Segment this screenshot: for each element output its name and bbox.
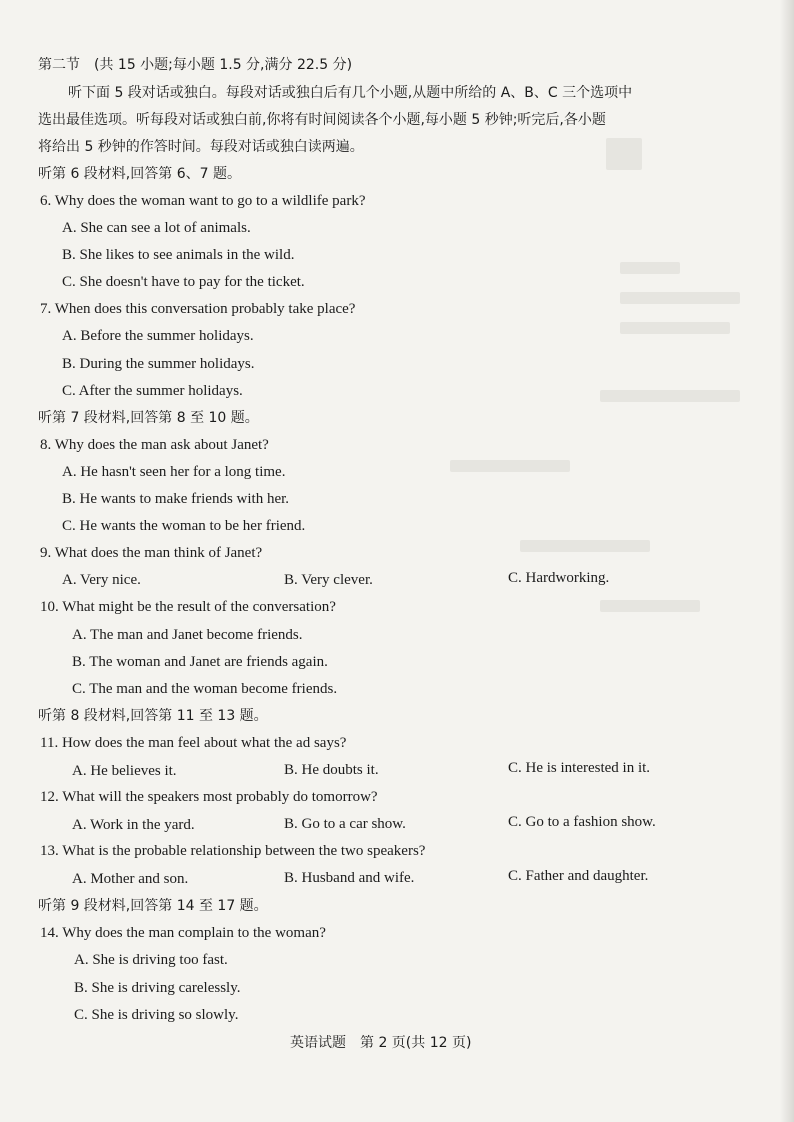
question-13-option-b: B. Husband and wife. [284, 870, 415, 886]
bleed-mark [606, 138, 642, 170]
instructions-line-2: 选出最佳选项。听每段对话或独白前,你将有时间阅读各个小题,每小题 5 秒钟;听完后,各小题 [38, 112, 606, 128]
question-11-option-b: B. He doubts it. [284, 762, 379, 778]
question-12-option-a: A. Work in the yard. [72, 817, 195, 833]
bleed-mark [620, 322, 730, 334]
question-9-option-a: A. Very nice. [62, 572, 141, 588]
question-11-stem: 11. How does the man feel about what the ad says? [40, 735, 347, 751]
question-10-stem: 10. What might be the result of the conversation? [40, 599, 336, 615]
bleed-mark [600, 390, 740, 402]
question-8-stem: 8. Why does the man ask about Janet? [40, 437, 269, 453]
question-8-option-a: A. He hasn't seen her for a long time. [62, 464, 286, 480]
question-14-option-b: B. She is driving carelessly. [74, 980, 241, 996]
question-8-option-b: B. He wants to make friends with her. [62, 491, 290, 507]
question-12-option-b: B. Go to a car show. [284, 816, 406, 832]
bleed-mark [620, 292, 740, 304]
question-6-option-b: B. She likes to see animals in the wild. [62, 247, 295, 263]
question-7-option-b: B. During the summer holidays. [62, 356, 255, 372]
question-7-option-a: A. Before the summer holidays. [62, 328, 254, 344]
question-7-option-c: C. After the summer holidays. [62, 383, 243, 399]
question-9-option-c: C. Hardworking. [508, 570, 610, 586]
question-6-stem: 6. Why does the woman want to go to a wildlife park? [40, 193, 366, 209]
bleed-mark [450, 460, 570, 472]
bleed-mark [620, 262, 680, 274]
question-13-stem: 13. What is the probable relationship between the two speakers? [40, 843, 426, 859]
question-11-option-c: C. He is interested in it. [508, 760, 651, 776]
group-7-heading: 听第 7 段材料,回答第 8 至 10 题。 [38, 410, 259, 426]
question-13-option-c: C. Father and daughter. [508, 868, 649, 884]
instructions-line-1: 听下面 5 段对话或独白。每段对话或独白后有几个小题,从题中所给的 A、B、C 三个选项中 [68, 85, 633, 101]
question-10-option-b: B. The woman and Janet are friends again. [72, 654, 328, 670]
question-9-stem: 9. What does the man think of Janet? [40, 545, 263, 561]
bleed-mark [600, 600, 700, 612]
group-8-heading: 听第 8 段材料,回答第 11 至 13 题。 [38, 708, 268, 724]
instructions-line-3: 将给出 5 秒钟的作答时间。每段对话或独白读两遍。 [38, 139, 364, 155]
group-6-heading: 听第 6 段材料,回答第 6、7 题。 [38, 166, 241, 182]
question-14-option-a: A. She is driving too fast. [74, 952, 228, 968]
question-6-option-a: A. She can see a lot of animals. [62, 220, 251, 236]
question-8-option-c: C. He wants the woman to be her friend. [62, 518, 306, 534]
question-12-stem: 12. What will the speakers most probably do tomorrow? [40, 789, 378, 805]
bleed-mark [520, 540, 650, 552]
question-10-option-a: A. The man and Janet become friends. [72, 627, 303, 643]
question-9-option-b: B. Very clever. [284, 572, 373, 588]
section-header: 第二节 (共 15 小题;每小题 1.5 分,满分 22.5 分) [38, 57, 353, 73]
question-13-option-a: A. Mother and son. [72, 871, 189, 887]
page-edge-shadow [780, 0, 794, 1122]
question-14-option-c: C. She is driving so slowly. [74, 1007, 239, 1023]
question-7-stem: 7. When does this conversation probably take place? [40, 301, 356, 317]
question-11-option-a: A. He believes it. [72, 763, 177, 779]
group-9-heading: 听第 9 段材料,回答第 14 至 17 题。 [38, 898, 268, 914]
question-14-stem: 14. Why does the man complain to the woman? [40, 925, 326, 941]
question-6-option-c: C. She doesn't have to pay for the ticket. [62, 274, 305, 290]
question-10-option-c: C. The man and the woman become friends. [72, 681, 338, 697]
page-footer: 英语试题 第 2 页(共 12 页) [290, 1035, 472, 1051]
question-12-option-c: C. Go to a fashion show. [508, 814, 656, 830]
